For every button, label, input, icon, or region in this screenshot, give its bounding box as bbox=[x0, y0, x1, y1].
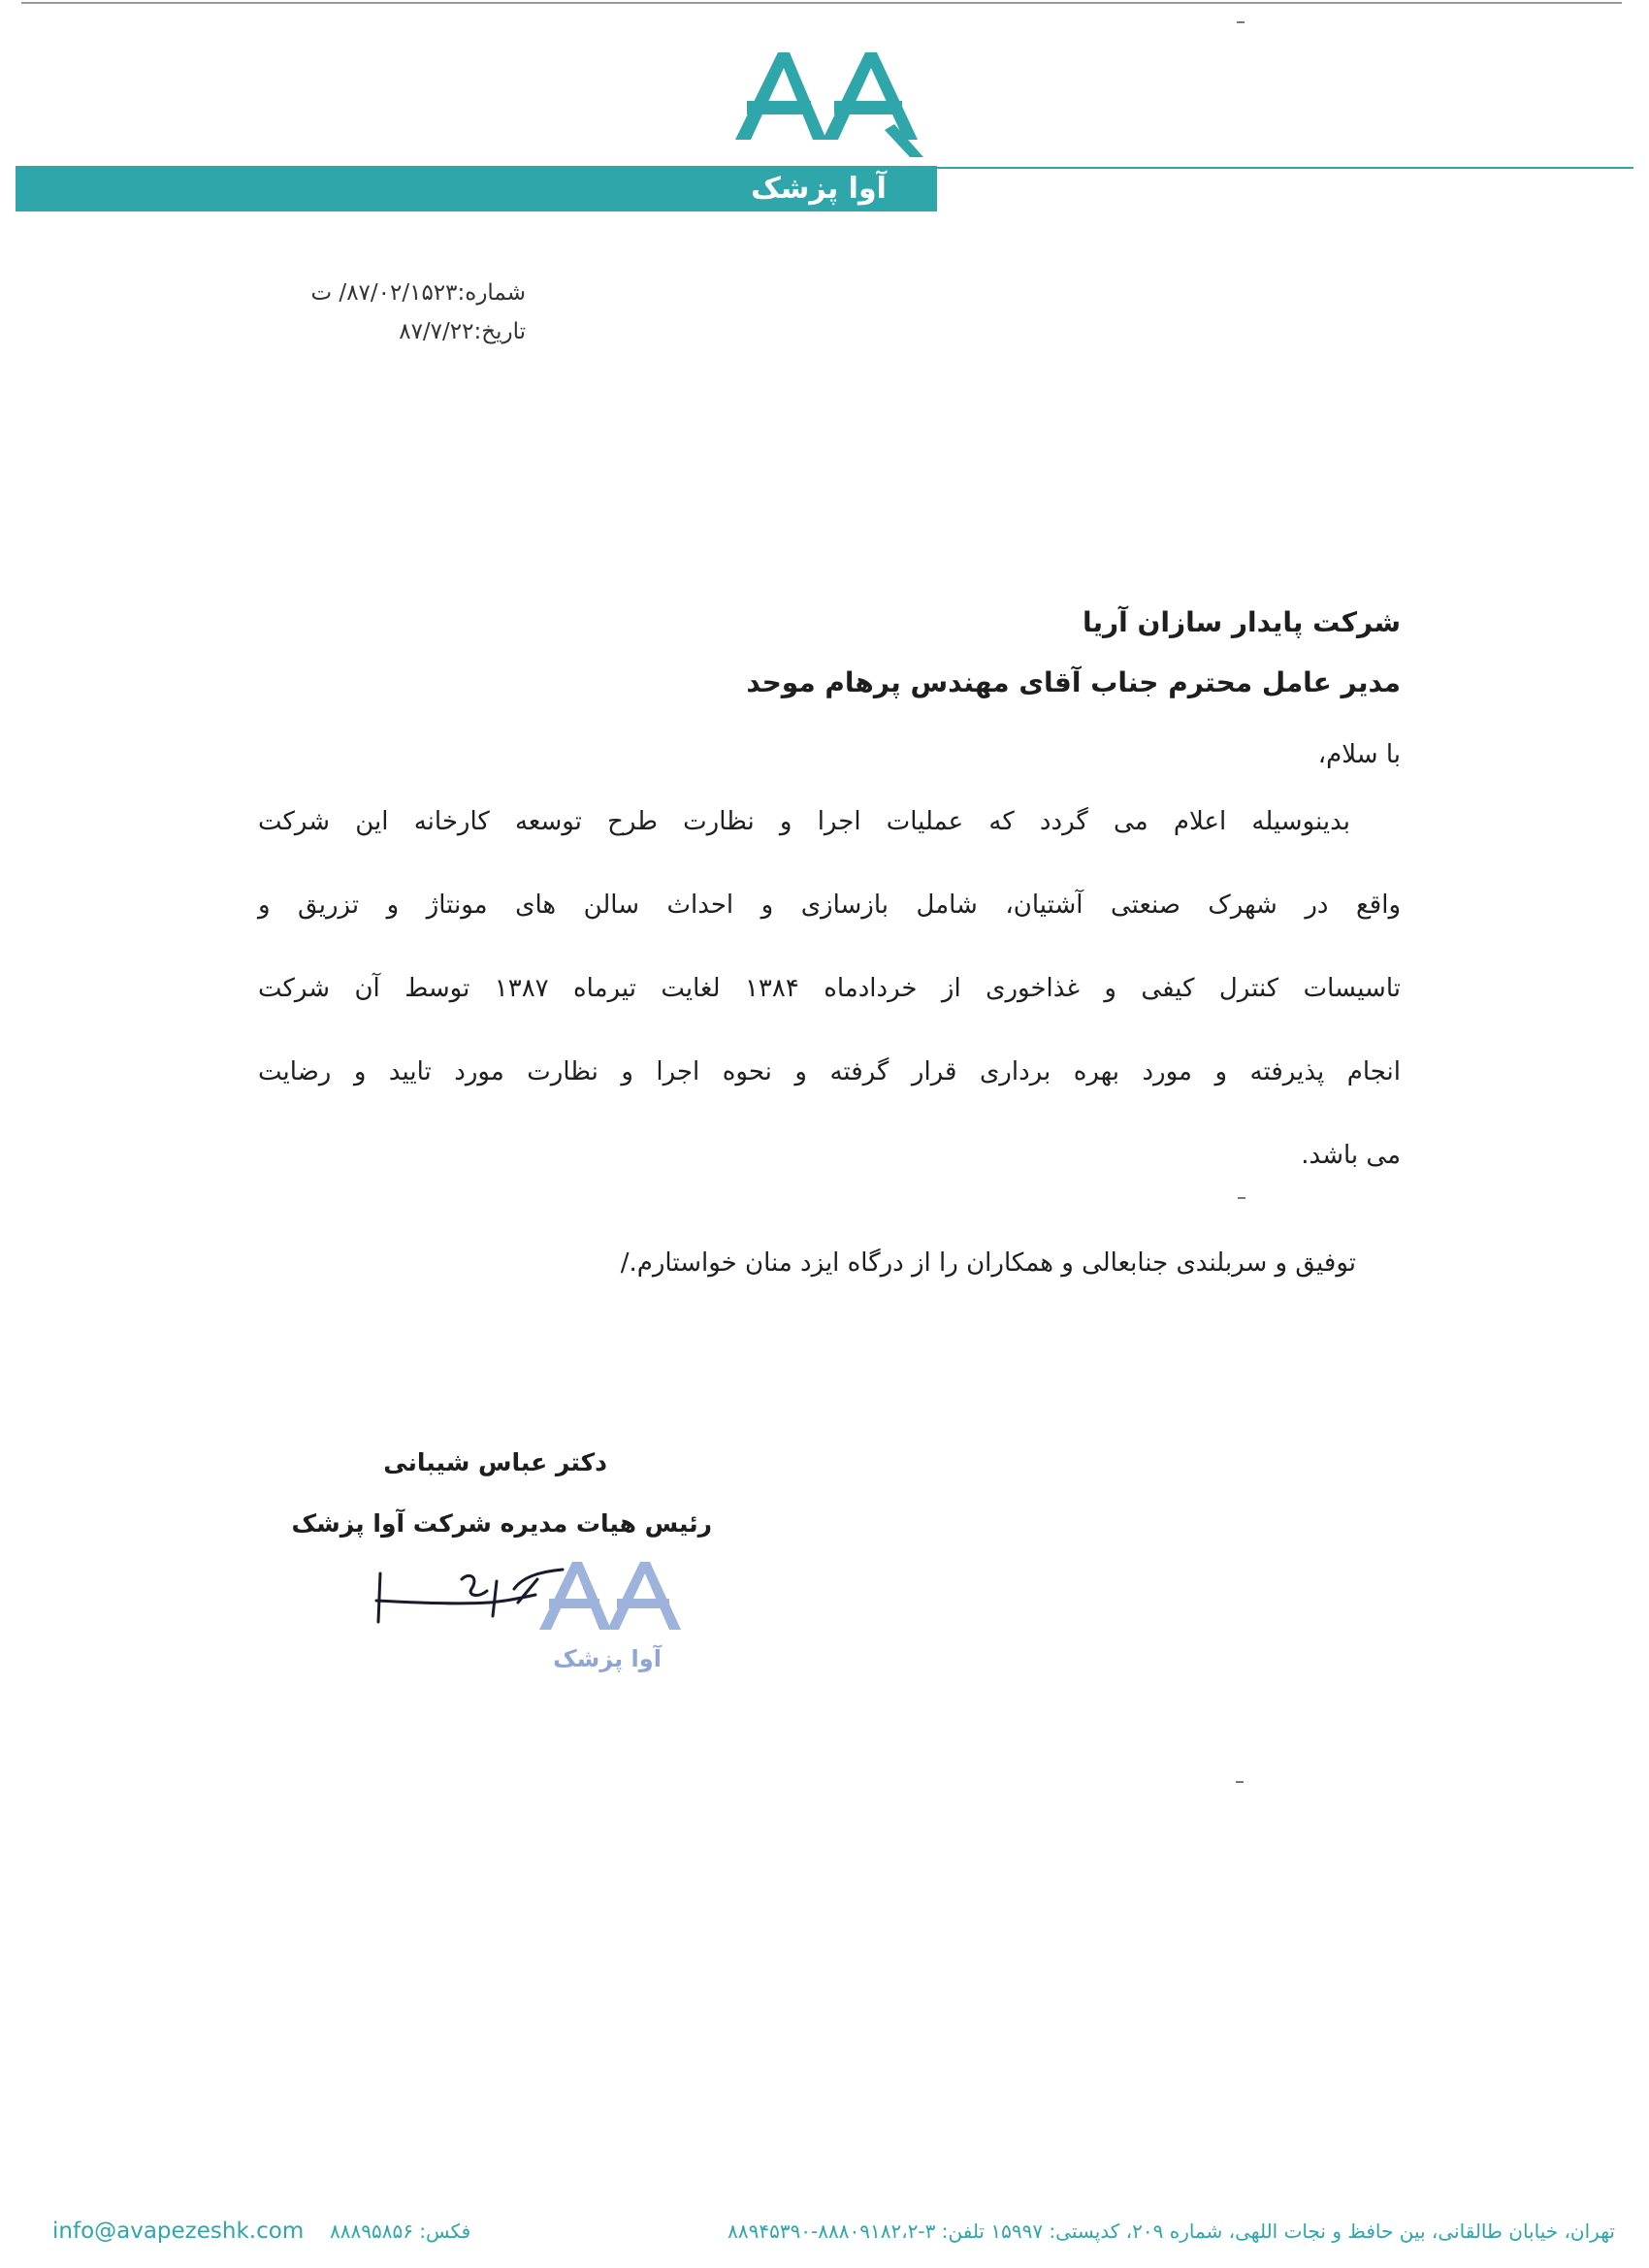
recipient-company: شرکت پایدار سازان آریا bbox=[1083, 606, 1401, 638]
body-line: بدینوسیله اعلام می گردد که عملیات اجرا و نظارت طرح توسعه کارخانه این شرکت bbox=[258, 807, 1350, 836]
letter-body bbox=[258, 797, 1401, 1215]
scan-mark bbox=[1237, 21, 1245, 23]
footer-email[interactable]: info@avapezeshk.com bbox=[52, 2219, 305, 2244]
body-line: واقع در شهرک صنعتی آشتیان، شامل بازسازی و احداث سالن های مونتاژ و تزریق و bbox=[258, 891, 1401, 920]
svg-text:آوا پزشک: آوا پزشک bbox=[553, 1645, 662, 1672]
top-rule bbox=[21, 2, 1622, 4]
reference-date: تاریخ:۸۷/۷/۲۲ bbox=[399, 319, 526, 344]
signer-title: رئیس هیات مدیره شرکت آوا پزشک bbox=[291, 1509, 712, 1538]
closing-line: توفیق و سربلندی جنابعالی و همکاران را از درگاه ایزد منان خواستارم./ bbox=[620, 1248, 1356, 1278]
scan-mark bbox=[1238, 1197, 1245, 1199]
company-stamp bbox=[535, 1556, 687, 1678]
footer-contact: تهران، خیابان طالقانی، بین حافظ و نجات اللهی، شماره ۲۰۹، کدپستی: ۱۵۹۹۷ تلفن: ۳-۸۸۸۰۹۱۸۲،۲-۸۸۹۴۵۳۹۰ bbox=[728, 2219, 1615, 2243]
body-line: تاسیسات کنترل کیفی و غذاخوری از خردادماه ۱۳۸۴ لغایت تیرماه ۱۳۸۷ توسط آن شرکت bbox=[258, 974, 1401, 1003]
signer-name: دکتر عباس شیبانی bbox=[383, 1448, 607, 1476]
header-line bbox=[937, 167, 1633, 169]
scan-mark bbox=[1236, 1781, 1244, 1783]
reference-number: شماره:۸۷/۰۲/۱۵۲۳/ ت bbox=[310, 280, 526, 306]
recipient-title: مدیر عامل محترم جناب آقای مهندس پرهام موحد bbox=[746, 666, 1401, 698]
greeting: با سلام، bbox=[1317, 740, 1401, 769]
footer-fax: فکس: ۸۸۸۹۵۸۵۶ bbox=[330, 2219, 471, 2243]
brand-name: آوا پزشک bbox=[751, 172, 887, 206]
body-line: می باشد. bbox=[1301, 1141, 1401, 1170]
brand-logo bbox=[729, 47, 923, 159]
footer bbox=[39, 2214, 1615, 2249]
body-line: انجام پذیرفته و مورد بهره برداری قرار گرفته و نحوه اجرا و نظارت مورد تایید و رضایت bbox=[258, 1057, 1401, 1086]
